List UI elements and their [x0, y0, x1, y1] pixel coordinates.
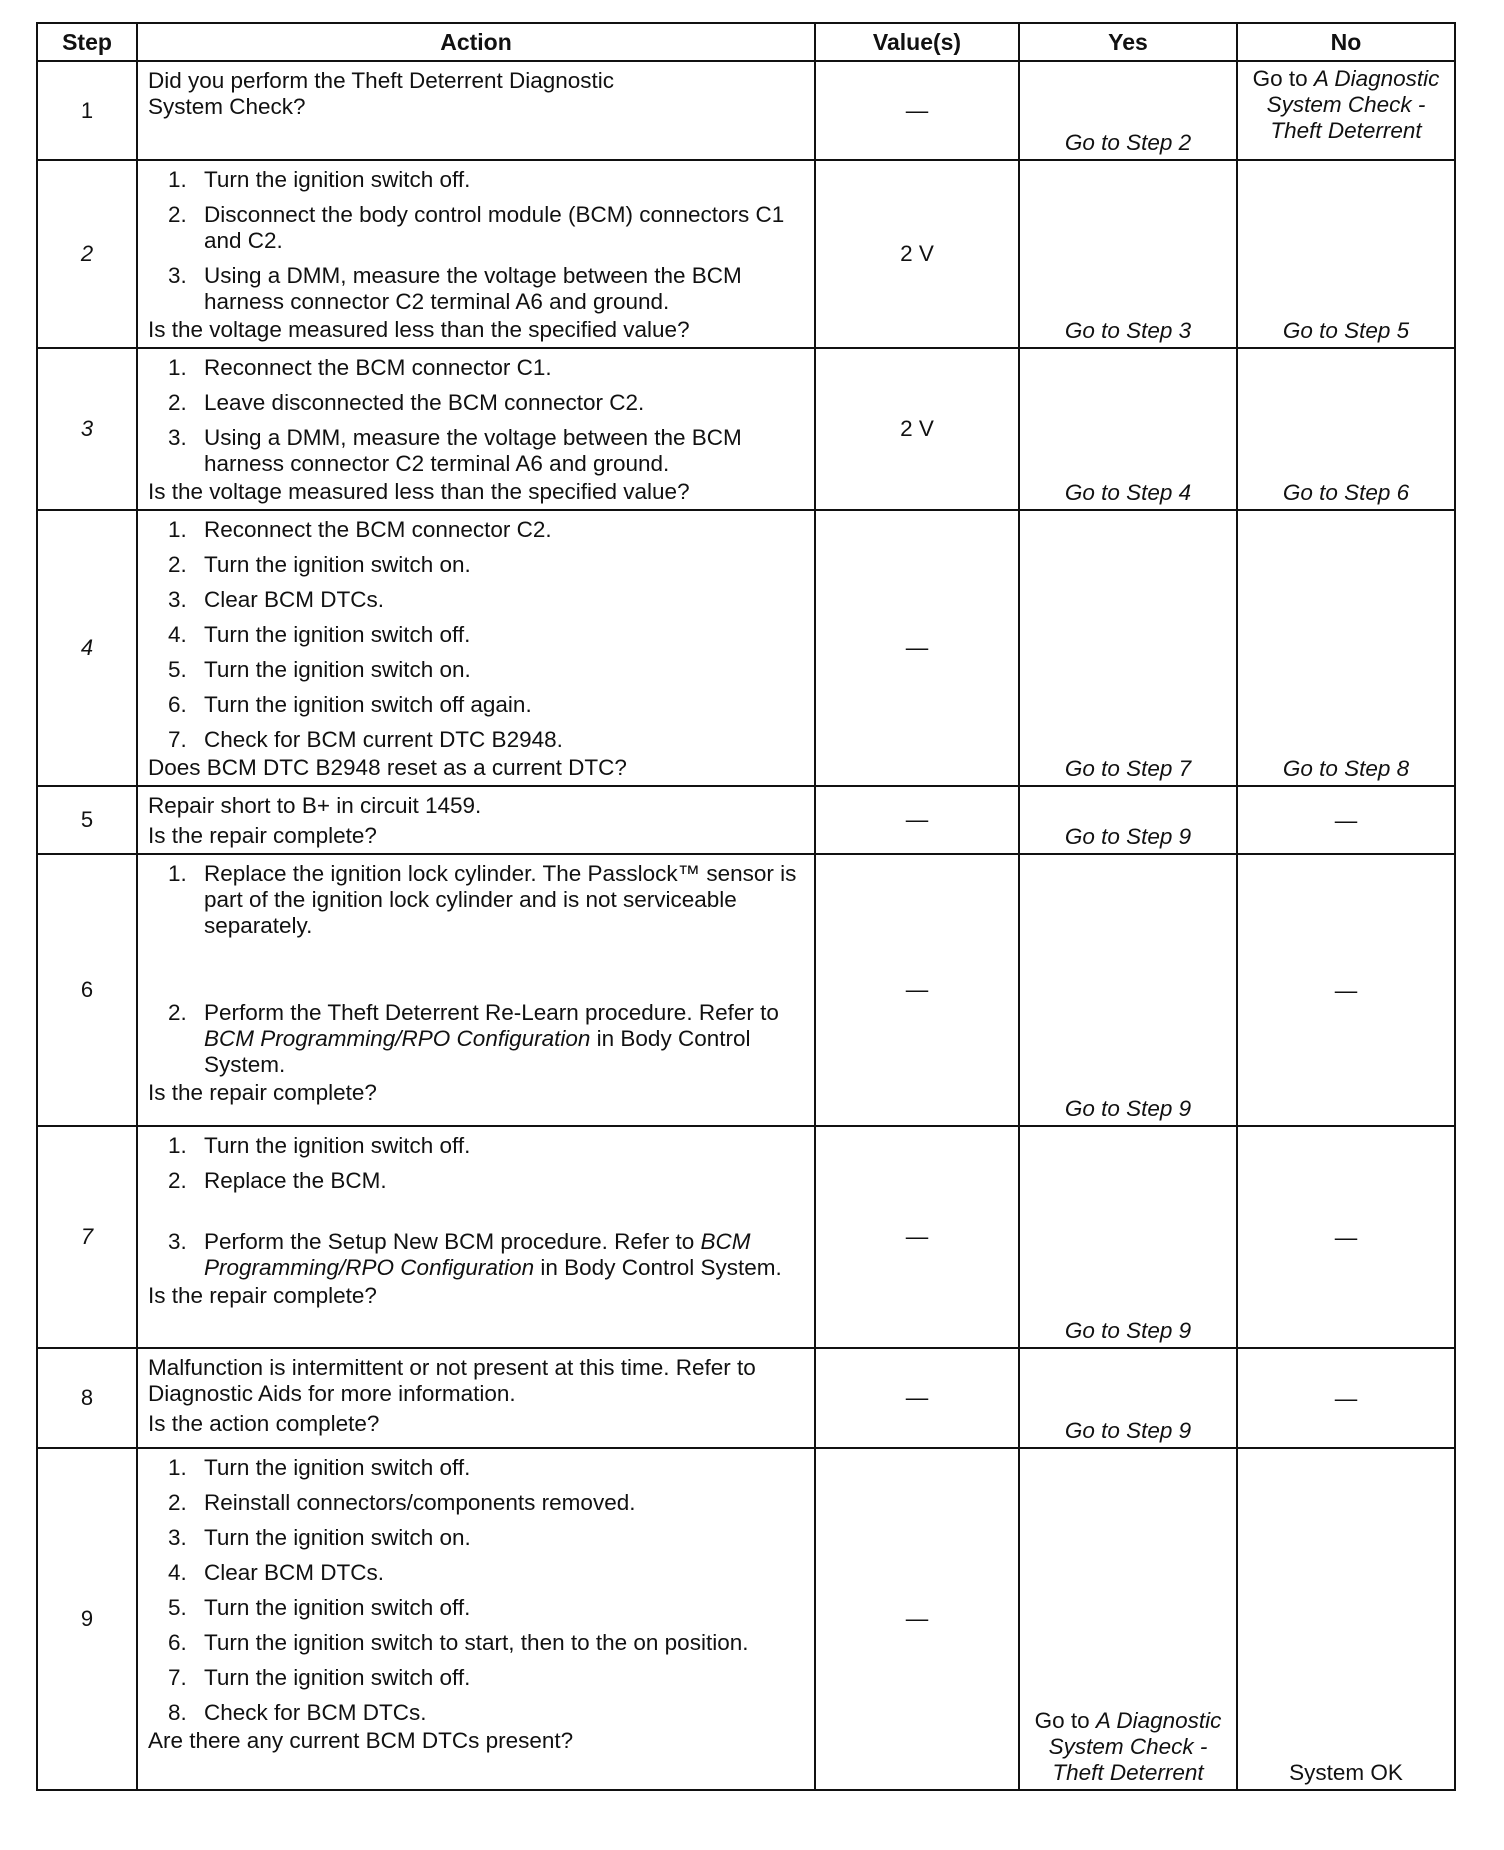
action-text: Repair short to B+ in circuit 1459.: [148, 793, 482, 818]
table-row: [37, 786, 1455, 854]
action-step: 3. Using a DMM, measure the voltage between the BCM harness connector C2 terminal A6 and ground.: [168, 425, 742, 476]
header-step: Step: [37, 23, 137, 61]
no-link-prefix: Go to: [1252, 66, 1314, 91]
step-number: 9: [37, 1448, 137, 1790]
question-line: Is the voltage measured less than the specified value?: [148, 317, 690, 342]
value-cell: —: [815, 510, 1019, 786]
action-cell: [137, 1348, 815, 1448]
reference-link[interactable]: BCM Programming/RPO Configuration: [204, 1229, 751, 1280]
table-row: [37, 160, 1455, 348]
action-step: 3. Clear BCM DTCs.: [168, 587, 385, 612]
question-line: Is the voltage measured less than the specified value?: [148, 479, 690, 504]
action-cell: [137, 1448, 815, 1790]
action-steps: [148, 355, 806, 477]
step-number: 8: [37, 1348, 137, 1448]
step-number: 7: [37, 1126, 137, 1348]
action-step: 1. Reconnect the BCM connector C2.: [168, 517, 552, 542]
action-cell: [137, 348, 815, 510]
diagnostic-table: [36, 22, 1456, 1791]
table-row: [37, 1348, 1455, 1448]
step-number: 1: [37, 61, 137, 160]
question-line: Is the repair complete?: [148, 1080, 377, 1105]
action-step: 4. Turn the ignition switch off.: [168, 622, 471, 647]
question-line: System Check?: [148, 94, 306, 119]
yes-link[interactable]: Go to Step 3: [1019, 160, 1237, 348]
table-row: [37, 1448, 1455, 1790]
action-steps: [148, 1455, 806, 1726]
yes-link[interactable]: [1019, 1448, 1237, 1790]
no-link-target: A Diagnostic System Check - Theft Deterrent: [1266, 66, 1440, 143]
action-step: 2. Reinstall connectors/components removed.: [168, 1490, 636, 1515]
question-line: Is the action complete?: [148, 1411, 380, 1436]
action-steps: [148, 517, 806, 753]
no-link[interactable]: Go to Step 6: [1237, 348, 1455, 510]
action-step: 1. Replace the ignition lock cylinder. The Passlock™ sensor is part of the ignition lock cylinder and is not serviceable separately.: [168, 861, 797, 938]
action-step: 3. Using a DMM, measure the voltage between the BCM harness connector C2 terminal A6 and ground.: [168, 263, 742, 314]
action-steps: [148, 167, 806, 315]
value-cell: —: [815, 1448, 1019, 1790]
value-cell: —: [815, 1126, 1019, 1348]
action-cell: [137, 61, 815, 160]
action-step: 2. Replace the BCM.: [168, 1168, 387, 1193]
header-yes: Yes: [1019, 23, 1237, 61]
no-cell: —: [1237, 1348, 1455, 1448]
action-step: 1. Turn the ignition switch off.: [168, 1455, 471, 1480]
header-no: No: [1237, 23, 1455, 61]
no-cell: —: [1237, 1126, 1455, 1348]
action-cell: [137, 786, 815, 854]
value-cell: —: [815, 786, 1019, 854]
action-text: Malfunction is intermittent or not present at this time. Refer to Diagnostic Aids for more information.: [148, 1355, 756, 1406]
table-row: [37, 854, 1455, 1126]
yes-link[interactable]: Go to Step 9: [1019, 1126, 1237, 1348]
action-step: 2. Perform the Theft Deterrent Re-Learn procedure. Refer to BCM Programming/RPO Configuration in Body Control System.: [168, 1000, 779, 1077]
step-number: 4: [37, 510, 137, 786]
action-step: 1. Turn the ignition switch off.: [168, 1133, 471, 1158]
action-step: 4. Clear BCM DTCs.: [168, 1560, 385, 1585]
action-step: 3. Perform the Setup New BCM procedure. Refer to BCM Programming/RPO Configuration in Body Control System.: [168, 1229, 782, 1280]
action-cell: [137, 854, 815, 1126]
diagnostic-table-page: [36, 22, 1454, 1791]
action-step: 1. Reconnect the BCM connector C1.: [168, 355, 552, 380]
action-step: 6. Turn the ignition switch to start, then to the on position.: [168, 1630, 749, 1655]
table-row: [37, 348, 1455, 510]
step-number: 5: [37, 786, 137, 854]
action-step: 2. Leave disconnected the BCM connector C2.: [168, 390, 645, 415]
reference-link[interactable]: BCM Programming/RPO Configuration: [204, 1026, 591, 1051]
yes-link[interactable]: Go to Step 7: [1019, 510, 1237, 786]
action-step: 7. Check for BCM current DTC B2948.: [168, 727, 563, 752]
action-step: 5. Turn the ignition switch off.: [168, 1595, 471, 1620]
question-line: Did you perform the Theft Deterrent Diagnostic: [148, 68, 615, 93]
no-link[interactable]: Go to Step 8: [1237, 510, 1455, 786]
step-number: 6: [37, 854, 137, 1126]
action-cell: [137, 160, 815, 348]
yes-link-target: A Diagnostic System Check - Theft Deterrent: [1048, 1708, 1222, 1785]
action-cell: [137, 510, 815, 786]
table-row: [37, 1126, 1455, 1348]
value-cell: —: [815, 1348, 1019, 1448]
action-step: 5. Turn the ignition switch on.: [168, 657, 471, 682]
action-step: 6. Turn the ignition switch off again.: [168, 692, 532, 717]
yes-link[interactable]: Go to Step 2: [1019, 61, 1237, 160]
question-line: Does BCM DTC B2948 reset as a current DTC?: [148, 755, 627, 780]
question-line: Are there any current BCM DTCs present?: [148, 1728, 574, 1753]
yes-link[interactable]: Go to Step 9: [1019, 786, 1237, 854]
yes-link[interactable]: Go to Step 9: [1019, 854, 1237, 1126]
action-step: 8. Check for BCM DTCs.: [168, 1700, 427, 1725]
action-step: 3. Turn the ignition switch on.: [168, 1525, 471, 1550]
action-step: 2. Disconnect the body control module (BCM) connectors C1 and C2.: [168, 202, 785, 253]
question-line: Is the repair complete?: [148, 823, 377, 848]
value-cell: —: [815, 854, 1019, 1126]
value-cell: 2 V: [815, 348, 1019, 510]
yes-link[interactable]: Go to Step 9: [1019, 1348, 1237, 1448]
header-values: Value(s): [815, 23, 1019, 61]
action-step: 1. Turn the ignition switch off.: [168, 167, 471, 192]
action-step: 2. Turn the ignition switch on.: [168, 552, 471, 577]
action-steps: [148, 1133, 806, 1281]
value-cell: —: [815, 61, 1019, 160]
action-step: 7. Turn the ignition switch off.: [168, 1665, 471, 1690]
no-link[interactable]: Go to Step 5: [1237, 160, 1455, 348]
yes-link-prefix: Go to: [1034, 1708, 1096, 1733]
value-cell: 2 V: [815, 160, 1019, 348]
no-link[interactable]: [1237, 61, 1455, 160]
yes-link[interactable]: Go to Step 4: [1019, 348, 1237, 510]
action-steps: [148, 861, 806, 1078]
step-number: 3: [37, 348, 137, 510]
no-result: System OK: [1237, 1448, 1455, 1790]
no-cell: —: [1237, 854, 1455, 1126]
step-number: 2: [37, 160, 137, 348]
question-line: Is the repair complete?: [148, 1283, 377, 1308]
action-cell: [137, 1126, 815, 1348]
table-row: [37, 61, 1455, 160]
header-action: Action: [137, 23, 815, 61]
no-cell: —: [1237, 786, 1455, 854]
header-row: [37, 23, 1455, 61]
table-row: [37, 510, 1455, 786]
